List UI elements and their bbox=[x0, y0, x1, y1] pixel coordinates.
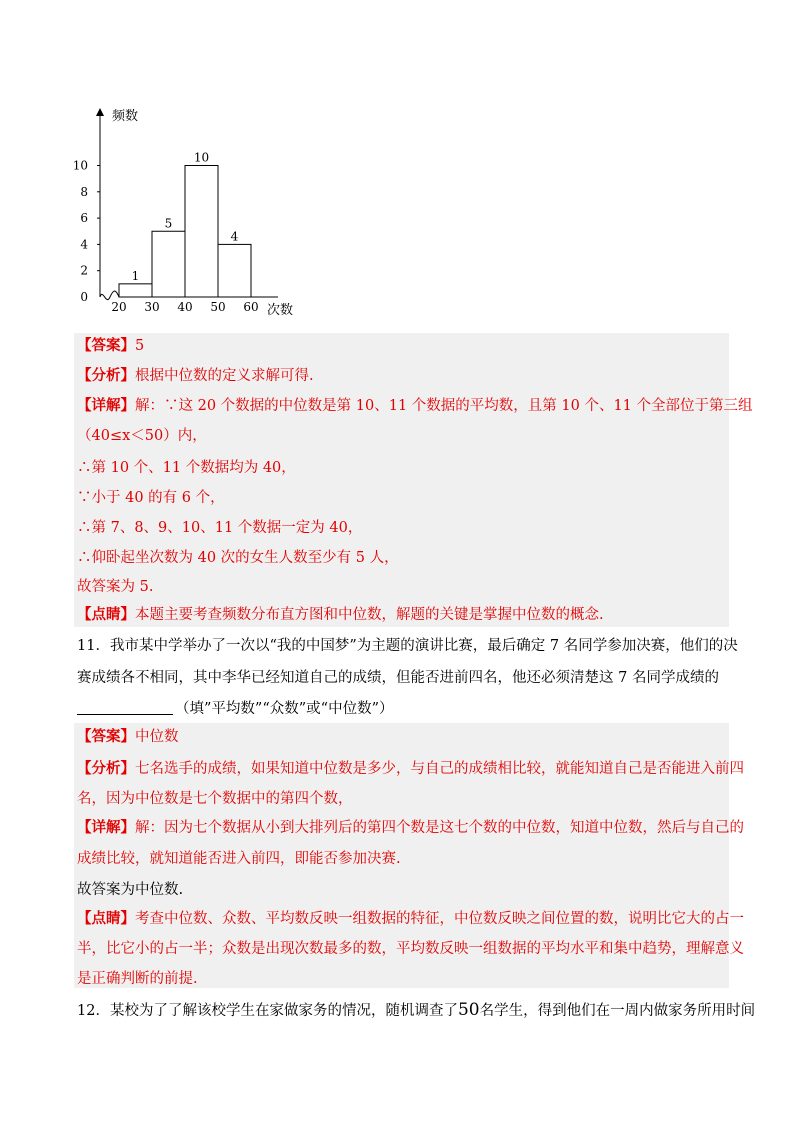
x-tick-label: 30 bbox=[144, 300, 160, 314]
q12-question bbox=[77, 1000, 755, 1021]
q10-analysis-line bbox=[77, 366, 314, 386]
analysis-tag: 【分析】 bbox=[77, 760, 135, 777]
q10-comment-line bbox=[77, 605, 604, 625]
q11-answer-line bbox=[77, 727, 179, 747]
q10-detail-1: 解：∵这 20 个数据的中位数是第 10、11 个数据的平均数，且第 10 个、11 个全部位于第三组 bbox=[135, 398, 753, 414]
q10-conclusion: 故答案为 5. bbox=[77, 579, 154, 595]
histogram-bar bbox=[185, 166, 218, 298]
detail-tag: 【详解】 bbox=[77, 397, 135, 414]
q10-detail-line-1 bbox=[77, 396, 753, 416]
frequency-histogram bbox=[60, 100, 320, 325]
q11-question-3-line bbox=[77, 699, 393, 719]
q10-answer: 5 bbox=[135, 338, 145, 354]
answer-tag: 【答案】 bbox=[77, 337, 135, 354]
q10-analysis: 根据中位数的定义求解可得. bbox=[135, 368, 314, 384]
bar-value-label: 10 bbox=[193, 150, 210, 165]
answer-blank bbox=[77, 700, 173, 715]
y-tick-label: 8 bbox=[80, 184, 88, 199]
x-tick-label: 20 bbox=[111, 300, 127, 314]
q11-detail-1: 解：因为七个数据从小到大排列后的第四个数是这七个数的中位数，知道中位数，然后与自己的 bbox=[135, 820, 744, 836]
x-axis-title: 次数 bbox=[267, 303, 294, 318]
y-tick-label: 6 bbox=[80, 211, 88, 226]
y-tick-label: 2 bbox=[80, 263, 88, 278]
comment-tag: 【点睛】 bbox=[77, 910, 135, 927]
y-tick-label: 4 bbox=[80, 237, 88, 252]
q12-question-a: 12．某校为了了解该校学生在家做家务的情况，随机调查了 bbox=[77, 1003, 458, 1019]
q11-question-3: （填”平均数”“众数”或“中位数”） bbox=[175, 701, 394, 717]
q10-answer-line bbox=[77, 336, 144, 356]
q10-detail-5: ∴第 7、8、9、10、11 个数据一定为 40， bbox=[77, 520, 363, 536]
bar-value-label: 5 bbox=[164, 216, 173, 231]
histogram-bar bbox=[218, 244, 251, 297]
q11-analysis-1: 七名选手的成绩，如果知道中位数是多少，与自己的成绩相比较，就能知道自己是否能进入前四 bbox=[135, 761, 744, 777]
q11-comment-line-1 bbox=[77, 909, 744, 929]
q11-answer: 中位数 bbox=[135, 729, 179, 745]
bar-value-label: 1 bbox=[131, 268, 140, 283]
q11-comment-2: 半，比它小的占一半；众数是出现次数最多的数，平均数反映一组数据的平均水平和集中趋势，理解意义 bbox=[77, 941, 744, 957]
y-tick-label: 0 bbox=[80, 290, 88, 304]
histogram-bar bbox=[119, 284, 152, 297]
q11-analysis-2: 名，因为中位数是七个数据中的第四个数， bbox=[77, 791, 353, 807]
bar-value-label: 4 bbox=[230, 229, 239, 244]
x-tick-label: 60 bbox=[243, 300, 259, 314]
x-tick-label: 50 bbox=[210, 300, 226, 314]
q10-detail-6: ∴仰卧起坐次数为 40 次的女生人数至少有 5 人， bbox=[77, 550, 399, 566]
q11-question-2: 赛成绩各不相同，其中李华已经知道自己的成绩，但能否进前四名，他还必须清楚这 7 名同学成绩的 bbox=[77, 670, 719, 686]
analysis-tag: 【分析】 bbox=[77, 367, 135, 384]
x-tick-label: 40 bbox=[177, 300, 193, 314]
q11-comment-3: 是正确判断的前提. bbox=[77, 971, 198, 987]
axis-break-mark bbox=[100, 291, 119, 300]
q12-sample-size: 50 bbox=[457, 1000, 480, 1020]
q10-detail-4: ∵小于 40 的有 6 个， bbox=[77, 490, 225, 506]
q11-detail-line-1 bbox=[77, 818, 744, 838]
answer-tag: 【答案】 bbox=[77, 728, 135, 745]
histogram-bar bbox=[152, 231, 185, 297]
q11-question-1: 11．我市某中学举办了一次以“我的中国梦”为主题的演讲比赛，最后确定 7 名同学参加决赛，他们的决 bbox=[77, 638, 738, 654]
q10-comment: 本题主要考查频数分布直方图和中位数，解题的关键是掌握中位数的概念. bbox=[135, 607, 604, 623]
q12-question-b: 名学生，得到他们在一周内做家务所用时间 bbox=[479, 1003, 756, 1019]
q11-comment-1: 考查中位数、众数、平均数反映一组数据的特征，中位数反映之间位置的数，说明比它大的占一 bbox=[135, 911, 744, 927]
detail-tag: 【详解】 bbox=[77, 819, 135, 836]
q11-analysis-line-1 bbox=[77, 759, 744, 779]
q10-detail-3: ∴第 10 个、11 个数据均为 40， bbox=[77, 460, 296, 476]
y-axis-title: 频数 bbox=[112, 109, 139, 124]
q11-conclusion: 故答案为中位数. bbox=[77, 882, 184, 898]
q11-detail-2: 成绩比较，就知道能否进入前四，即能否参加决赛. bbox=[77, 851, 401, 867]
y-tick-label: 10 bbox=[72, 158, 88, 173]
q10-detail-2: （40≤x＜50）内， bbox=[77, 428, 207, 444]
comment-tag: 【点睛】 bbox=[77, 606, 135, 623]
